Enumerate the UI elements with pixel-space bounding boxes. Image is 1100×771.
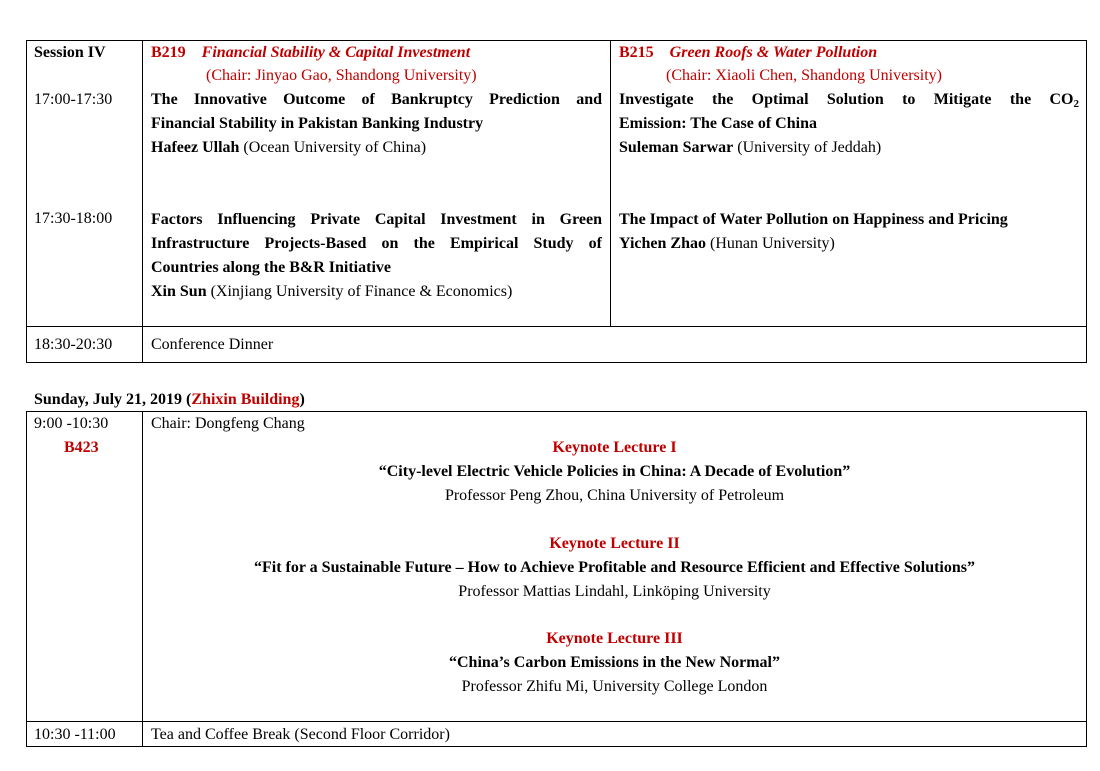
keynote-lecture-2 [143, 532, 1086, 604]
slot1-left-paper [151, 88, 602, 160]
paper-author-line [151, 136, 602, 160]
keynote-chair: Chair: Dongfeng Chang [151, 415, 305, 432]
paper-title-line: Investigate the Optimal Solution to Mitigate the $CO_2$ [619, 91, 1079, 110]
venue-name: Zhixin Building [191, 391, 300, 408]
right-track-title: Green Roofs & Water Pollution [669, 44, 878, 61]
dinner-time: 18:30-20:30 [34, 336, 113, 353]
paper-title-line: Infrastructure Projects-Based on the Empirical Study of [151, 235, 602, 252]
paper-author-line [619, 136, 1079, 160]
left-track-chair: (Chair: Jinyao Gao, Shandong University) [206, 67, 477, 84]
paper-affiliation: (Ocean University of China) [239, 139, 427, 156]
paper-title-line: The Impact of Water Pollution on Happiness and Pricing [619, 211, 1008, 228]
paper-author: Yichen Zhao [619, 235, 706, 252]
right-track-room: B215 [619, 44, 654, 61]
paper-author: Hafeez Ullah [151, 139, 240, 156]
break-label: Tea and Coffee Break (Second Floor Corridor) [151, 726, 450, 743]
paper-affiliation: (Xinjiang University of Finance & Economics) [206, 283, 513, 300]
paper-title-line: Factors Influencing Private Capital Investment in Green [151, 211, 602, 228]
left-track-room: B219 [151, 44, 186, 61]
keynote-lecture-1 [143, 436, 1086, 508]
paper-title-line: The Innovative Outcome of Bankruptcy Prediction and [151, 91, 602, 108]
session-label: Session IV [34, 44, 106, 61]
keynote-speaker: Professor Peng Zhou, China University of Petroleum [444, 487, 785, 504]
paper-title-line: Countries along the B&R Initiative [151, 259, 391, 276]
paper-affiliation: (University of Jeddah) [733, 139, 882, 156]
keynote-lecture-3 [143, 627, 1086, 699]
paper-title-line: Emission: The Case of China [619, 115, 817, 132]
paper-author: Suleman Sarwar [619, 139, 734, 156]
day-heading: Sunday, July 21, 2019 (Zhixin Building) [34, 391, 305, 408]
paper-author-line [151, 280, 602, 304]
slot1-right-paper [619, 88, 1079, 160]
keynote-room: B423 [64, 439, 99, 456]
subscript: 2 [1073, 98, 1079, 110]
keynote-time: 9:00 -10:30 [34, 415, 109, 432]
keynote-speaker: Professor Mattias Lindahl, Linköping University [458, 583, 771, 600]
dinner-label: Conference Dinner [151, 336, 274, 353]
slot2-left-paper [151, 208, 602, 304]
left-track-header [151, 41, 470, 65]
right-track-header [619, 41, 877, 65]
paper-affiliation: (Hunan University) [705, 235, 835, 252]
paper-author: Xin Sun [151, 283, 207, 300]
keynote-label: Keynote Lecture II [549, 535, 680, 552]
keynote-title: “Fit for a Sustainable Future – How to Achieve Profitable and Resource Efficient and Effective Solutions” [253, 559, 975, 576]
paper-title-line: Financial Stability in Pakistan Banking Industry [151, 115, 484, 132]
keynote-title: “City-level Electric Vehicle Policies in China: A Decade of Evolution” [378, 463, 851, 480]
break-time: 10:30 -11:00 [34, 726, 116, 743]
paper-author-line [619, 232, 1079, 256]
keynote-speaker: Professor Zhifu Mi, University College London [461, 678, 768, 695]
keynote-label: Keynote Lecture III [546, 630, 683, 647]
slot1-time: 17:00-17:30 [34, 91, 113, 108]
keynote-title: “China’s Carbon Emissions in the New Normal” [449, 654, 780, 671]
right-track-chair: (Chair: Xiaoli Chen, Shandong University) [666, 67, 942, 84]
slot2-time: 17:30-18:00 [34, 210, 113, 227]
left-track-title: Financial Stability & Capital Investment [201, 44, 471, 61]
slot2-right-paper [619, 208, 1079, 256]
keynote-label: Keynote Lecture I [552, 439, 677, 456]
